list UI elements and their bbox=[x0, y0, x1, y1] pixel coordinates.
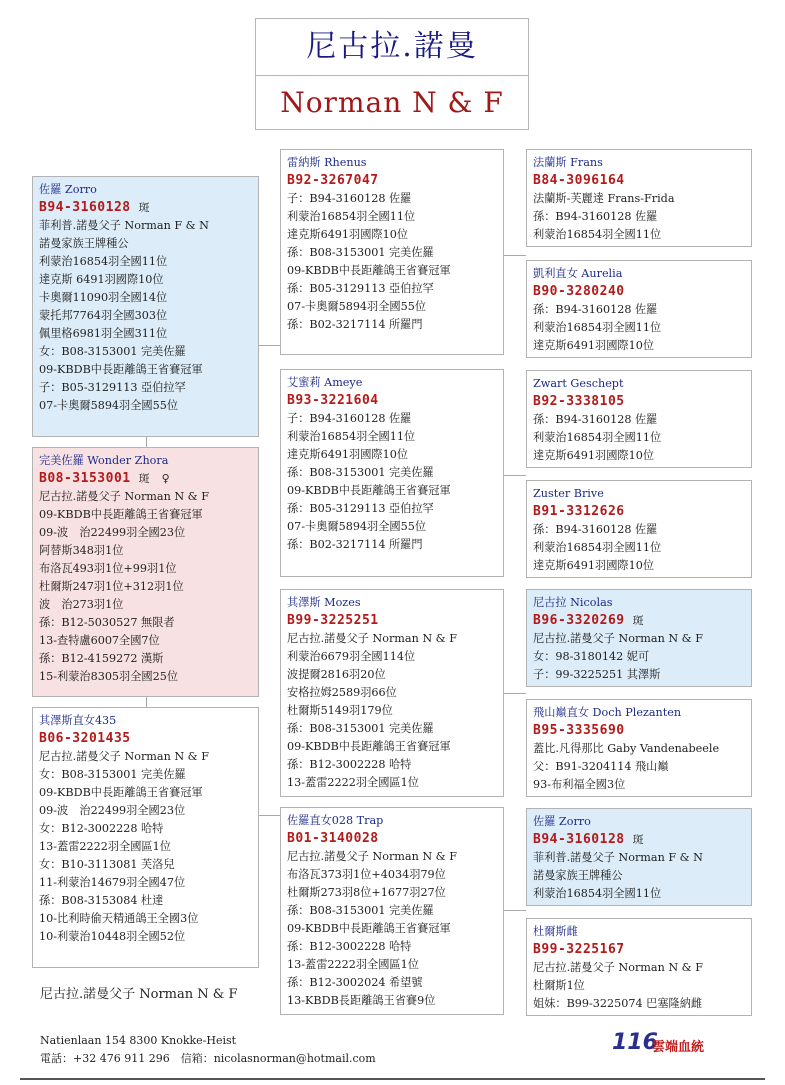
title-english: Norman N & F bbox=[280, 86, 504, 119]
info-line: 尼古拉.諾曼父子 Norman N & F bbox=[39, 490, 209, 503]
info-line: 13-蓋雷2222羽全國區1位 bbox=[287, 958, 419, 971]
pigeon-name: 完美佐羅 Wonder Zhora bbox=[39, 454, 169, 467]
connector-line bbox=[258, 815, 280, 816]
info-line: 波提爾2816羽20位 bbox=[287, 668, 386, 681]
pedigree-card-sd-dam bbox=[526, 480, 752, 578]
info-line: 孫：B12-4159272 漢斯 bbox=[39, 652, 164, 665]
info-line: 09-KBDB中長距離鴿王省賽冠軍 bbox=[287, 740, 451, 753]
info-line: 13-蓋雷2222羽全國區1位 bbox=[39, 840, 171, 853]
ring-number: B08-3153001 斑 ♀ bbox=[39, 471, 171, 486]
info-line: 利蒙治16854羽全國11位 bbox=[533, 431, 662, 444]
info-line: 尼古拉.諾曼父子 Norman N & F bbox=[39, 750, 209, 763]
info-line: 13-查特盧6007全國7位 bbox=[39, 634, 160, 647]
info-line: 杜爾斯1位 bbox=[533, 979, 585, 992]
info-line: 阿替斯348羽1位 bbox=[39, 544, 124, 557]
title-chinese: 尼古拉.諾曼 bbox=[256, 19, 528, 76]
ring-number: B90-3280240 bbox=[533, 284, 625, 299]
color-tag: 斑 bbox=[632, 614, 645, 627]
info-line: 利蒙治16854羽全國11位 bbox=[533, 321, 662, 334]
info-line: 孫：B94-3160128 佐羅 bbox=[533, 210, 658, 223]
pigeon-name: 尼古拉 Nicolas bbox=[533, 596, 613, 609]
pigeon-name: Zuster Brive bbox=[533, 487, 604, 500]
info-line: 姐妹：B99-3225074 巴塞隆納雌 bbox=[533, 997, 703, 1010]
info-line: 利蒙治16854羽全國11位 bbox=[287, 430, 416, 443]
info-line: 孫：B12-3002228 哈特 bbox=[287, 758, 412, 771]
info-line: 達克斯 6491羽國際10位 bbox=[39, 273, 164, 286]
info-line: 10-比利時偷天精通鴿王全國3位 bbox=[39, 912, 199, 925]
pedigree-card-dam bbox=[32, 447, 259, 697]
pigeon-name: 佐羅 Zorro bbox=[533, 815, 591, 828]
info-line: 達克斯6491羽國際10位 bbox=[287, 448, 409, 461]
info-line: 杜爾斯247羽1位+312羽1位 bbox=[39, 580, 184, 593]
pedigree-card-ss-dam bbox=[526, 260, 752, 358]
pedigree-card-dam-dam bbox=[280, 807, 504, 1015]
pigeon-name: Zwart Geschept bbox=[533, 377, 624, 390]
info-line: 07-卡奧爾5894羽全國55位 bbox=[287, 520, 427, 533]
info-line: 尼古拉.諾曼父子 Norman N & F bbox=[287, 850, 457, 863]
info-line: 孫：B08-3153001 完美佐羅 bbox=[287, 904, 434, 917]
logo-number: 116 bbox=[612, 1030, 658, 1055]
info-line: 菲利普.諾曼父子 Norman F & N bbox=[533, 851, 703, 864]
info-line: 10-利蒙治10448羽全國52位 bbox=[39, 930, 186, 943]
ring-number: B95-3335690 bbox=[533, 723, 625, 738]
info-line: 09-KBDB中長距離鴿王省賽冠軍 bbox=[287, 922, 451, 935]
pedigree-card-dam-sire bbox=[280, 589, 504, 797]
info-line: 諾曼家族王牌種公 bbox=[533, 869, 623, 882]
info-line: 孫：B94-3160128 佐羅 bbox=[533, 303, 658, 316]
ring-number: B93-3221604 bbox=[287, 393, 379, 408]
info-line: 孫：B12-5030527 無限者 bbox=[39, 616, 175, 629]
info-line: 09-波 治22499羽全國23位 bbox=[39, 526, 186, 539]
info-line: 孫：B94-3160128 佐羅 bbox=[533, 523, 658, 536]
pedigree-card-sire-sire bbox=[280, 149, 504, 355]
info-line: 女：B08-3153001 完美佐羅 bbox=[39, 345, 186, 358]
info-line: 子：99-3225251 其澤斯 bbox=[533, 668, 661, 681]
pigeon-name: 法蘭斯 Frans bbox=[533, 156, 603, 169]
ring-number: B92-3267047 bbox=[287, 173, 379, 188]
info-line: 尼古拉.諾曼父子 Norman N & F bbox=[533, 961, 703, 974]
info-line: 孫：B05-3129113 亞伯拉罕 bbox=[287, 502, 434, 515]
info-line: 孫：B08-3153001 完美佐羅 bbox=[287, 722, 434, 735]
connector-line bbox=[258, 345, 280, 346]
info-line: 孫：B02-3217114 所羅門 bbox=[287, 318, 423, 331]
info-line: 達克斯6491羽國際10位 bbox=[533, 559, 655, 572]
pigeon-name: 佐羅 Zorro bbox=[39, 183, 97, 196]
info-line: 蓋比.凡得那比 Gaby Vandenabeele bbox=[533, 742, 720, 755]
brand-logo bbox=[612, 1030, 722, 1056]
ring-number: B96-3320269 斑 bbox=[533, 613, 645, 628]
info-line: 13-KBDB長距離鴿王省賽9位 bbox=[287, 994, 436, 1007]
info-line: 卡奧爾11090羽全國14位 bbox=[39, 291, 168, 304]
info-line: 安格拉姆2589羽66位 bbox=[287, 686, 397, 699]
info-line: 法蘭斯-芙麗達 Frans-Frida bbox=[533, 192, 675, 205]
ring-number: B99-3225251 bbox=[287, 613, 379, 628]
info-line: 諾曼家族王牌種公 bbox=[39, 237, 129, 250]
color-tag: 斑 bbox=[632, 833, 645, 846]
info-line: 布洛瓦373羽1位+4034羽79位 bbox=[287, 868, 446, 881]
color-tag: 斑 bbox=[138, 201, 151, 214]
pedigree-card-subject bbox=[32, 176, 259, 437]
ring-number: B06-3201435 bbox=[39, 731, 131, 746]
color-tag: 斑 ♀ bbox=[138, 472, 171, 485]
ring-number: B92-3338105 bbox=[533, 394, 625, 409]
info-line: 孫：B02-3217114 所羅門 bbox=[287, 538, 423, 551]
owner-name: 尼古拉.諾曼父子 Norman N & F bbox=[40, 987, 238, 1002]
info-line: 達克斯6491羽國際10位 bbox=[533, 449, 655, 462]
info-line: 09-波 治22499羽全國23位 bbox=[39, 804, 186, 817]
ring-number: B84-3096164 bbox=[533, 173, 625, 188]
pigeon-name: 佐羅直女028 Trap bbox=[287, 814, 384, 827]
pedigree-card-ds-dam bbox=[526, 699, 752, 797]
owner-address: Natienlaan 154 8300 Knokke-Heist bbox=[40, 1034, 237, 1047]
info-line: 達克斯6491羽國際10位 bbox=[533, 339, 655, 352]
info-line: 93-布利福全國3位 bbox=[533, 778, 626, 791]
info-line: 孫：B05-3129113 亞伯拉罕 bbox=[287, 282, 434, 295]
info-line: 09-KBDB中長距離鴿王省賽冠軍 bbox=[287, 484, 451, 497]
pedigree-card-dd-sire bbox=[526, 808, 752, 906]
pigeon-name: 其澤斯直女435 bbox=[39, 714, 117, 727]
connector-line bbox=[146, 697, 147, 707]
info-line: 子：B94-3160128 佐羅 bbox=[287, 412, 412, 425]
info-line: 尼古拉.諾曼父子 Norman N & F bbox=[287, 632, 457, 645]
info-line: 利蒙治16854羽全國11位 bbox=[39, 255, 168, 268]
connector-line bbox=[504, 910, 526, 911]
info-line: 杜爾斯5149羽179位 bbox=[287, 704, 393, 717]
info-line: 09-KBDB中長距離鴿王省賽冠軍 bbox=[39, 508, 203, 521]
ring-number: B94-3160128 斑 bbox=[39, 200, 151, 215]
info-line: 女：98-3180142 妮可 bbox=[533, 650, 650, 663]
info-line: 07-卡奧爾5894羽全國55位 bbox=[39, 399, 179, 412]
info-line: 子：B05-3129113 亞伯拉罕 bbox=[39, 381, 186, 394]
info-line: 孫：B08-3153001 完美佐羅 bbox=[287, 246, 434, 259]
ring-number: B01-3140028 bbox=[287, 831, 379, 846]
info-line: 布洛瓦493羽1位+99羽1位 bbox=[39, 562, 177, 575]
bottom-divider bbox=[20, 1078, 765, 1080]
info-line: 菲利普.諾曼父子 Norman F & N bbox=[39, 219, 209, 232]
pedigree-card-ss-sire bbox=[526, 149, 752, 247]
info-line: 孫：B12-3002024 希望號 bbox=[287, 976, 423, 989]
info-line: 09-KBDB中長距離鴿王省賽冠軍 bbox=[39, 786, 203, 799]
info-line: 15-利蒙治8305羽全國25位 bbox=[39, 670, 179, 683]
info-line: 父：B91-3204114 飛山巔 bbox=[533, 760, 669, 773]
pedigree-card-sd-sire bbox=[526, 370, 752, 468]
ring-number: B94-3160128 斑 bbox=[533, 832, 645, 847]
info-line: 13-蓋雷2222羽全國區1位 bbox=[287, 776, 419, 789]
info-line: 尼古拉.諾曼父子 Norman N & F bbox=[533, 632, 703, 645]
pedigree-card-sire-dam bbox=[280, 369, 504, 577]
info-line: 利蒙治6679羽全國114位 bbox=[287, 650, 416, 663]
ring-number: B91-3312626 bbox=[533, 504, 625, 519]
info-line: 11-利蒙治14679羽全國47位 bbox=[39, 876, 186, 889]
info-line: 09-KBDB中長距離鴿王省賽冠軍 bbox=[39, 363, 203, 376]
pedigree-title-box bbox=[255, 18, 529, 130]
info-line: 利蒙治16854羽全國11位 bbox=[287, 210, 416, 223]
pigeon-name: 杜爾斯雌 bbox=[533, 925, 578, 938]
pigeon-name: 雷納斯 Rhenus bbox=[287, 156, 367, 169]
owner-contact: 電話：+32 476 911 296 信箱：nicolasnorman@hotmail.com bbox=[40, 1052, 376, 1065]
pedigree-card-mate bbox=[32, 707, 259, 968]
info-line: 09-KBDB中長距離鴿王省賽冠軍 bbox=[287, 264, 451, 277]
pigeon-name: 其澤斯 Mozes bbox=[287, 596, 361, 609]
info-line: 達克斯6491羽國際10位 bbox=[287, 228, 409, 241]
info-line: 女：B12-3002228 哈特 bbox=[39, 822, 164, 835]
info-line: 波 治273羽1位 bbox=[39, 598, 124, 611]
info-line: 孫：B94-3160128 佐羅 bbox=[533, 413, 658, 426]
info-line: 利蒙治16854羽全國11位 bbox=[533, 541, 662, 554]
logo-text: 雲端血統 bbox=[652, 1040, 705, 1055]
ring-number: B99-3225167 bbox=[533, 942, 625, 957]
pigeon-name: 飛山巔直女 Doch Plezanten bbox=[533, 706, 682, 719]
pigeon-name: 艾蜜莉 Ameye bbox=[287, 376, 363, 389]
info-line: 蒙托邦7764羽全國303位 bbox=[39, 309, 168, 322]
info-line: 孫：B12-3002228 哈特 bbox=[287, 940, 412, 953]
info-line: 07-卡奧爾5894羽全國55位 bbox=[287, 300, 427, 313]
info-line: 佩里格6981羽全國311位 bbox=[39, 327, 168, 340]
info-line: 孫：B08-3153084 杜達 bbox=[39, 894, 164, 907]
connector-line bbox=[504, 475, 526, 476]
info-line: 女：B10-3113081 芙洛兒 bbox=[39, 858, 175, 871]
info-line: 孫：B08-3153001 完美佐羅 bbox=[287, 466, 434, 479]
connector-line bbox=[504, 255, 526, 256]
info-line: 杜爾斯273羽8位+1677羽27位 bbox=[287, 886, 446, 899]
info-line: 利蒙治16854羽全國11位 bbox=[533, 228, 662, 241]
info-line: 利蒙治16854羽全國11位 bbox=[533, 887, 662, 900]
pigeon-name: 凱利直女 Aurelia bbox=[533, 267, 623, 280]
info-line: 子：B94-3160128 佐羅 bbox=[287, 192, 412, 205]
info-line: 女：B08-3153001 完美佐羅 bbox=[39, 768, 186, 781]
connector-line bbox=[504, 693, 526, 694]
pedigree-card-dd-dam bbox=[526, 918, 752, 1016]
pedigree-card-ds-sire bbox=[526, 589, 752, 687]
connector-line bbox=[146, 437, 147, 447]
